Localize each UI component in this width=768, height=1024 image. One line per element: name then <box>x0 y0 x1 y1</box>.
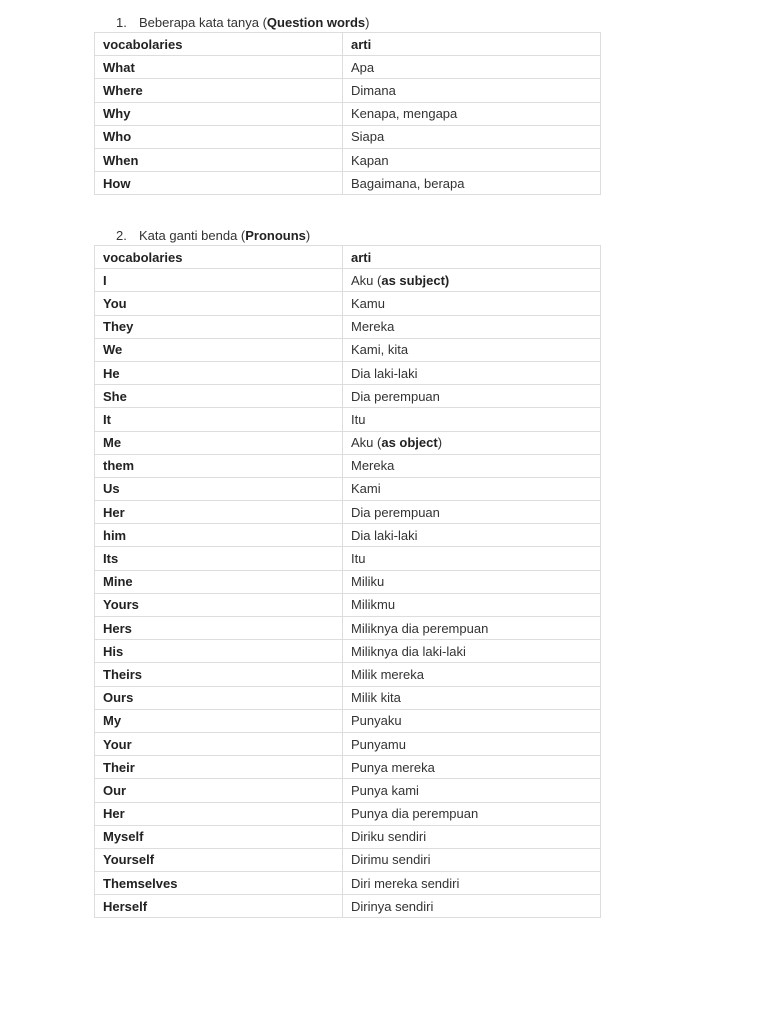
section-heading-pronouns <box>116 228 310 243</box>
table-row <box>95 617 601 640</box>
arti-cell: Dia laki-laki <box>343 361 601 384</box>
arti-cell: Bagaimana, berapa <box>343 172 601 195</box>
arti-cell: Kenapa, mengapa <box>343 102 601 125</box>
arti-cell: Kami <box>343 477 601 500</box>
arti-cell: Punya kami <box>343 779 601 802</box>
vocab-word-cell: Theirs <box>95 663 343 686</box>
arti-cell: Milikmu <box>343 593 601 616</box>
arti-cell: Punyaku <box>343 709 601 732</box>
arti-cell: Itu <box>343 547 601 570</box>
vocab-word-cell: Your <box>95 732 343 755</box>
arti-cell: Dia perempuan <box>343 501 601 524</box>
vocab-word-cell: Who <box>95 125 343 148</box>
heading-suffix: ) <box>305 228 311 243</box>
arti-cell: Punyamu <box>343 732 601 755</box>
table-row <box>95 125 601 148</box>
vocab-word-cell: Myself <box>95 825 343 848</box>
table-row <box>95 172 601 195</box>
vocab-word-cell: You <box>95 292 343 315</box>
arti-cell: Milik kita <box>343 686 601 709</box>
arti-cell: Itu <box>343 408 601 431</box>
vocab-word-cell: Mine <box>95 570 343 593</box>
table-row <box>95 385 601 408</box>
arti-cell: Mereka <box>343 454 601 477</box>
table-row <box>95 732 601 755</box>
table-header-row <box>95 33 601 56</box>
table-row <box>95 501 601 524</box>
column-header-arti: arti <box>343 33 601 56</box>
vocab-word-cell: Themselves <box>95 872 343 895</box>
table-row <box>95 895 601 918</box>
table-header-row <box>95 246 601 269</box>
table-row <box>95 338 601 361</box>
table-row <box>95 292 601 315</box>
vocab-word-cell: When <box>95 148 343 171</box>
pronouns-table <box>94 245 601 918</box>
arti-cell: Miliknya dia perempuan <box>343 617 601 640</box>
arti-cell: Miliknya dia laki-laki <box>343 640 601 663</box>
arti-cell: Dia perempuan <box>343 385 601 408</box>
table-row <box>95 570 601 593</box>
arti-bold-text: as object <box>381 435 438 451</box>
arti-cell: Dia laki-laki <box>343 524 601 547</box>
arti-cell: Kamu <box>343 292 601 315</box>
list-number: 2. <box>116 228 127 243</box>
table-row <box>95 524 601 547</box>
table-row <box>95 79 601 102</box>
vocab-word-cell: Her <box>95 802 343 825</box>
vocab-word-cell: him <box>95 524 343 547</box>
arti-suffix: ) <box>437 435 443 451</box>
arti-cell: Dimana <box>343 79 601 102</box>
column-header-vocabolaries: vocabolaries <box>95 246 343 269</box>
table-row <box>95 802 601 825</box>
heading-bold-text: Pronouns <box>245 228 306 243</box>
arti-cell: Punya dia perempuan <box>343 802 601 825</box>
vocab-word-cell: How <box>95 172 343 195</box>
table-row <box>95 872 601 895</box>
vocab-word-cell: She <box>95 385 343 408</box>
arti-cell: Dirimu sendiri <box>343 848 601 871</box>
table-row <box>95 640 601 663</box>
vocab-word-cell: Their <box>95 756 343 779</box>
vocab-word-cell: They <box>95 315 343 338</box>
list-number: 1. <box>116 15 127 30</box>
column-header-vocabolaries: vocabolaries <box>95 33 343 56</box>
arti-bold-text: as subject) <box>381 272 450 288</box>
vocab-word-cell: He <box>95 361 343 384</box>
vocab-word-cell: Yourself <box>95 848 343 871</box>
table-row <box>95 56 601 79</box>
arti-cell: Miliku <box>343 570 601 593</box>
heading-suffix: ) <box>365 15 370 30</box>
table-row <box>95 454 601 477</box>
column-header-arti: arti <box>343 246 601 269</box>
arti-cell: Diri mereka sendiri <box>343 872 601 895</box>
arti-cell: Diriku sendiri <box>343 825 601 848</box>
arti-cell: Mereka <box>343 315 601 338</box>
arti-cell: Kami, kita <box>343 338 601 361</box>
vocab-word-cell: Its <box>95 547 343 570</box>
vocab-word-cell: I <box>95 269 343 292</box>
table-row <box>95 709 601 732</box>
table-row <box>95 408 601 431</box>
heading-bold-text: Question words <box>266 15 366 30</box>
vocab-word-cell: What <box>95 56 343 79</box>
vocab-word-cell: Hers <box>95 617 343 640</box>
table-row <box>95 361 601 384</box>
table-row <box>95 269 601 292</box>
vocab-word-cell: Herself <box>95 895 343 918</box>
table-row <box>95 848 601 871</box>
arti-cell <box>343 269 601 292</box>
vocab-word-cell: It <box>95 408 343 431</box>
table-row <box>95 663 601 686</box>
table-row <box>95 102 601 125</box>
arti-cell: Dirinya sendiri <box>343 895 601 918</box>
vocab-word-cell: Her <box>95 501 343 524</box>
table-row <box>95 547 601 570</box>
table-row <box>95 825 601 848</box>
heading-text: Kata ganti benda ( <box>139 228 246 243</box>
table-row <box>95 779 601 802</box>
table-row <box>95 756 601 779</box>
vocab-word-cell: Me <box>95 431 343 454</box>
arti-cell <box>343 431 601 454</box>
question-words-table <box>94 32 601 195</box>
table-row <box>95 148 601 171</box>
vocab-word-cell: Where <box>95 79 343 102</box>
arti-cell: Punya mereka <box>343 756 601 779</box>
vocab-word-cell: My <box>95 709 343 732</box>
vocab-word-cell: Why <box>95 102 343 125</box>
vocab-word-cell: Our <box>95 779 343 802</box>
arti-text: Aku ( <box>351 435 382 451</box>
vocab-word-cell: His <box>95 640 343 663</box>
arti-cell: Siapa <box>343 125 601 148</box>
arti-cell: Apa <box>343 56 601 79</box>
table-row <box>95 593 601 616</box>
arti-cell: Milik mereka <box>343 663 601 686</box>
table-row <box>95 686 601 709</box>
table-row <box>95 315 601 338</box>
heading-text: Beberapa kata tanya ( <box>139 15 267 30</box>
table-row <box>95 431 601 454</box>
vocab-word-cell: Ours <box>95 686 343 709</box>
arti-cell: Kapan <box>343 148 601 171</box>
vocab-word-cell: We <box>95 338 343 361</box>
vocab-word-cell: Us <box>95 477 343 500</box>
arti-text: Aku ( <box>351 272 382 288</box>
table-row <box>95 477 601 500</box>
vocab-word-cell: Yours <box>95 593 343 616</box>
section-heading-question-words <box>116 15 370 30</box>
vocab-word-cell: them <box>95 454 343 477</box>
